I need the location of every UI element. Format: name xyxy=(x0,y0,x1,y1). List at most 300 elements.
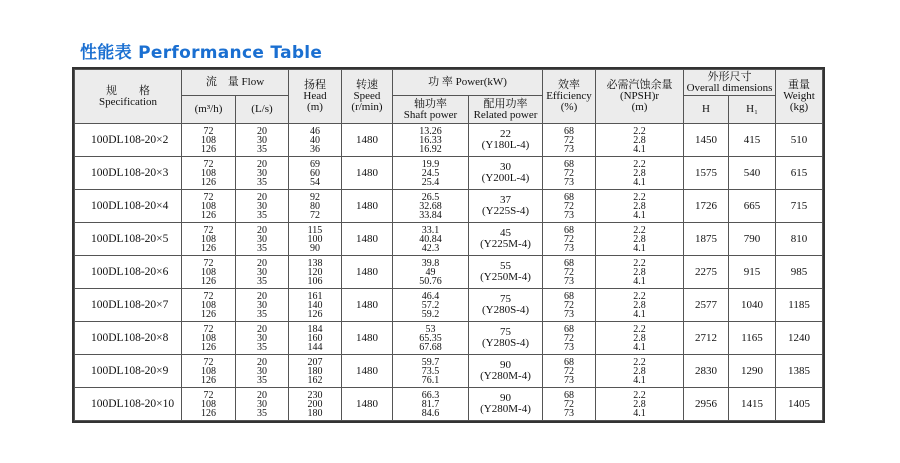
head-cell-value: 207 xyxy=(307,356,323,368)
related-power-value: (Y225M-4) xyxy=(480,238,531,250)
flow-m3h-cell-value: 72 xyxy=(203,125,214,137)
shaft-power-cell-value: 73.5 xyxy=(421,365,440,377)
head-cell xyxy=(289,322,342,355)
head-cell-value: 161 xyxy=(307,290,323,302)
header-head: 扬程 Head (m) xyxy=(289,70,342,124)
head-cell-value: 40 xyxy=(310,134,320,146)
shaft-power-cell-value: 67.68 xyxy=(419,341,442,353)
dim-h1-cell: 1040 xyxy=(729,289,776,322)
shaft-power-cell xyxy=(393,388,469,421)
shaft-power-cell-value: 24.5 xyxy=(421,167,440,179)
speed-cell: 1480 xyxy=(342,190,393,223)
header-dim-h: H xyxy=(684,96,729,124)
head-cell-value: 144 xyxy=(307,341,323,353)
spec-cell: 100DL108-20×7 xyxy=(75,289,182,322)
efficiency-cell-value: 68 xyxy=(564,191,575,203)
head-cell-value: 200 xyxy=(307,398,323,410)
flow-ls-cell-value: 20 xyxy=(257,191,267,203)
related-power-cell xyxy=(469,256,543,289)
flow-m3h-cell-value: 108 xyxy=(201,332,216,344)
flow-ls-cell-value: 35 xyxy=(257,242,267,254)
efficiency-cell-value: 72 xyxy=(564,200,575,212)
flow-ls-cell-value: 20 xyxy=(257,224,267,236)
efficiency-cell xyxy=(543,289,596,322)
related-power-value: (Y225S-4) xyxy=(481,205,530,217)
related-power-value: (Y280M-4) xyxy=(480,370,531,382)
flow-m3h-cell xyxy=(182,355,236,388)
shaft-power-cell-value: 81.7 xyxy=(421,398,440,410)
head-cell-value: 72 xyxy=(310,209,320,221)
flow-m3h-cell-value: 72 xyxy=(203,356,214,368)
shaft-power-cell-value: 13.26 xyxy=(419,125,442,137)
weight-cell: 715 xyxy=(776,190,823,223)
flow-ls-cell-value: 30 xyxy=(257,365,267,377)
related-power-value: (Y200L-4) xyxy=(481,172,530,184)
efficiency-cell-value: 73 xyxy=(564,374,575,386)
flow-m3h-cell xyxy=(182,124,236,157)
flow-ls-cell-value: 35 xyxy=(257,374,267,386)
flow-m3h-cell xyxy=(182,388,236,421)
shaft-power-cell xyxy=(393,190,469,223)
dim-h1-cell: 915 xyxy=(729,256,776,289)
flow-ls-cell-value: 20 xyxy=(257,356,267,368)
head-cell-value: 90 xyxy=(310,242,320,254)
dim-h1-cell: 1165 xyxy=(729,322,776,355)
npsh-cell-value: 2.2 xyxy=(633,323,646,335)
flow-m3h-cell-value: 72 xyxy=(203,389,214,401)
flow-m3h-cell-value: 72 xyxy=(203,191,214,203)
npsh-cell-value: 2.2 xyxy=(633,158,646,170)
shaft-power-cell-value: 50.76 xyxy=(419,275,442,287)
head-cell-value: 126 xyxy=(307,308,323,320)
flow-m3h-cell-value: 108 xyxy=(201,398,216,410)
efficiency-cell-value: 73 xyxy=(564,242,575,254)
npsh-cell-value: 2.8 xyxy=(633,332,646,344)
dim-h-cell: 2830 xyxy=(684,355,729,388)
efficiency-cell xyxy=(543,157,596,190)
header-dimensions: 外形尺寸 Overall dimensions xyxy=(684,70,776,96)
dim-h-cell: 1875 xyxy=(684,223,729,256)
shaft-power-cell-value: 59.7 xyxy=(421,356,440,368)
dim-h-cell: 2956 xyxy=(684,388,729,421)
table-row xyxy=(75,256,823,289)
flow-m3h-cell xyxy=(182,190,236,223)
related-power-value: 75 xyxy=(500,293,511,305)
related-power-cell xyxy=(469,124,543,157)
header-flow-ls: (L/s) xyxy=(236,96,289,124)
flow-ls-cell xyxy=(236,322,289,355)
efficiency-cell-value: 68 xyxy=(564,257,575,269)
flow-ls-cell-value: 30 xyxy=(257,233,267,245)
efficiency-cell-value: 72 xyxy=(564,398,575,410)
head-cell xyxy=(289,124,342,157)
flow-ls-cell-value: 20 xyxy=(257,125,267,137)
head-cell-value: 180 xyxy=(307,365,323,377)
head-cell-value: 46 xyxy=(310,125,320,137)
flow-ls-cell xyxy=(236,355,289,388)
header-power: 功 率 Power(kW) xyxy=(393,70,543,96)
npsh-cell-value: 4.1 xyxy=(633,308,646,320)
shaft-power-cell-value: 53 xyxy=(425,323,436,335)
shaft-power-cell-value: 40.84 xyxy=(419,233,442,245)
weight-cell: 510 xyxy=(776,124,823,157)
flow-ls-cell-value: 30 xyxy=(257,200,267,212)
shaft-power-cell-value: 49 xyxy=(425,266,436,278)
shaft-power-cell-value: 16.92 xyxy=(419,143,442,155)
efficiency-cell-value: 68 xyxy=(564,290,575,302)
efficiency-cell-value: 68 xyxy=(564,356,575,368)
dim-h-cell: 1726 xyxy=(684,190,729,223)
head-cell-value: 69 xyxy=(310,158,320,170)
efficiency-cell xyxy=(543,190,596,223)
efficiency-cell xyxy=(543,322,596,355)
weight-cell: 1240 xyxy=(776,322,823,355)
flow-ls-cell-value: 30 xyxy=(257,266,267,278)
head-cell xyxy=(289,157,342,190)
related-power-cell xyxy=(469,355,543,388)
efficiency-cell-value: 73 xyxy=(564,275,575,287)
flow-ls-cell-value: 35 xyxy=(257,341,267,353)
flow-m3h-cell-value: 126 xyxy=(201,341,216,353)
flow-m3h-cell-value: 72 xyxy=(203,290,214,302)
npsh-cell-value: 2.8 xyxy=(633,299,646,311)
dim-h1-cell: 665 xyxy=(729,190,776,223)
related-power-value: 55 xyxy=(500,260,511,272)
shaft-power-cell-value: 65.35 xyxy=(419,332,442,344)
efficiency-cell-value: 73 xyxy=(564,176,575,188)
dim-h-cell: 1575 xyxy=(684,157,729,190)
flow-m3h-cell-value: 126 xyxy=(201,242,216,254)
weight-cell: 615 xyxy=(776,157,823,190)
shaft-power-cell-value: 42.3 xyxy=(421,242,440,254)
head-cell-value: 160 xyxy=(307,332,323,344)
related-power-cell xyxy=(469,289,543,322)
head-cell-value: 60 xyxy=(310,167,320,179)
flow-m3h-cell-value: 108 xyxy=(201,266,216,278)
efficiency-cell-value: 68 xyxy=(564,125,575,137)
spec-cell: 100DL108-20×4 xyxy=(75,190,182,223)
flow-m3h-cell-value: 126 xyxy=(201,374,216,386)
spec-cell: 100DL108-20×9 xyxy=(75,355,182,388)
related-power-value: 37 xyxy=(500,194,511,206)
flow-m3h-cell-value: 72 xyxy=(203,323,214,335)
table-row xyxy=(75,322,823,355)
flow-ls-cell-value: 30 xyxy=(257,167,267,179)
speed-cell: 1480 xyxy=(342,355,393,388)
shaft-power-cell-value: 46.4 xyxy=(421,290,440,302)
table-row xyxy=(75,223,823,256)
table-row xyxy=(75,289,823,322)
dim-h1-cell: 1290 xyxy=(729,355,776,388)
related-power-value: (Y280S-4) xyxy=(481,304,530,316)
related-power-value: (Y280M-4) xyxy=(480,403,531,415)
npsh-cell-value: 2.8 xyxy=(633,167,646,179)
weight-cell: 985 xyxy=(776,256,823,289)
flow-ls-cell-value: 35 xyxy=(257,275,267,287)
efficiency-cell xyxy=(543,388,596,421)
header-efficiency: 效率 Efficiency (%) xyxy=(543,70,596,124)
efficiency-cell-value: 68 xyxy=(564,158,575,170)
efficiency-cell xyxy=(543,223,596,256)
related-power-value: 75 xyxy=(500,326,511,338)
head-cell xyxy=(289,256,342,289)
dim-h-cell: 1450 xyxy=(684,124,729,157)
npsh-cell-value: 2.2 xyxy=(633,125,646,137)
head-cell-value: 230 xyxy=(307,389,323,401)
table-row xyxy=(75,355,823,388)
flow-m3h-cell-value: 126 xyxy=(201,209,216,221)
related-power-cell xyxy=(469,157,543,190)
weight-cell: 810 xyxy=(776,223,823,256)
head-cell-value: 92 xyxy=(310,191,320,203)
speed-cell: 1480 xyxy=(342,388,393,421)
efficiency-cell xyxy=(543,256,596,289)
flow-m3h-cell-value: 108 xyxy=(201,233,216,245)
efficiency-cell-value: 73 xyxy=(564,407,575,419)
efficiency-cell-value: 73 xyxy=(564,308,575,320)
header-dim-h1: H₁ xyxy=(729,96,776,124)
npsh-cell-value: 4.1 xyxy=(633,275,646,287)
speed-cell: 1480 xyxy=(342,223,393,256)
head-cell-value: 162 xyxy=(307,374,323,386)
head-cell xyxy=(289,289,342,322)
flow-ls-cell-value: 35 xyxy=(257,407,267,419)
weight-cell: 1405 xyxy=(776,388,823,421)
efficiency-cell-value: 73 xyxy=(564,209,575,221)
flow-m3h-cell-value: 126 xyxy=(201,308,216,320)
table-row xyxy=(75,157,823,190)
head-cell-value: 120 xyxy=(307,266,323,278)
flow-m3h-cell-value: 126 xyxy=(201,143,216,155)
npsh-cell-value: 4.1 xyxy=(633,209,646,221)
dim-h1-cell: 415 xyxy=(729,124,776,157)
npsh-cell-value: 2.2 xyxy=(633,191,646,203)
related-power-value: 22 xyxy=(500,128,511,140)
npsh-cell xyxy=(596,388,684,421)
npsh-cell-value: 4.1 xyxy=(633,407,646,419)
head-cell xyxy=(289,355,342,388)
header-flow-m3h: (m³/h) xyxy=(182,96,236,124)
flow-ls-cell xyxy=(236,124,289,157)
head-cell-value: 184 xyxy=(307,323,323,335)
flow-ls-cell xyxy=(236,388,289,421)
head-cell-value: 80 xyxy=(310,200,320,212)
efficiency-cell xyxy=(543,355,596,388)
npsh-cell-value: 2.8 xyxy=(633,266,646,278)
performance-table xyxy=(74,69,823,421)
shaft-power-cell-value: 84.6 xyxy=(421,407,440,419)
shaft-power-cell xyxy=(393,256,469,289)
npsh-cell xyxy=(596,322,684,355)
dim-h1-cell: 790 xyxy=(729,223,776,256)
flow-ls-cell xyxy=(236,157,289,190)
header-speed: 转速 Speed (r/min) xyxy=(342,70,393,124)
efficiency-cell-value: 72 xyxy=(564,167,575,179)
shaft-power-cell-value: 33.84 xyxy=(419,209,442,221)
flow-m3h-cell xyxy=(182,289,236,322)
head-cell xyxy=(289,223,342,256)
shaft-power-cell xyxy=(393,124,469,157)
flow-ls-cell-value: 20 xyxy=(257,290,267,302)
npsh-cell xyxy=(596,157,684,190)
flow-ls-cell-value: 30 xyxy=(257,299,267,311)
flow-ls-cell-value: 30 xyxy=(257,332,267,344)
npsh-cell-value: 2.2 xyxy=(633,257,646,269)
npsh-cell-value: 2.8 xyxy=(633,233,646,245)
head-cell-value: 138 xyxy=(307,257,323,269)
flow-ls-cell-value: 35 xyxy=(257,143,267,155)
speed-cell: 1480 xyxy=(342,256,393,289)
table-row xyxy=(75,190,823,223)
flow-m3h-cell xyxy=(182,256,236,289)
related-power-cell xyxy=(469,223,543,256)
spec-cell: 100DL108-20×5 xyxy=(75,223,182,256)
spec-cell: 100DL108-20×6 xyxy=(75,256,182,289)
shaft-power-cell-value: 16.33 xyxy=(419,134,442,146)
efficiency-cell-value: 72 xyxy=(564,266,575,278)
npsh-cell-value: 2.8 xyxy=(633,365,646,377)
speed-cell: 1480 xyxy=(342,322,393,355)
flow-ls-cell xyxy=(236,256,289,289)
head-cell xyxy=(289,190,342,223)
flow-ls-cell-value: 20 xyxy=(257,389,267,401)
shaft-power-cell-value: 57.2 xyxy=(421,299,440,311)
shaft-power-cell-value: 59.2 xyxy=(421,308,440,320)
related-power-value: (Y250M-4) xyxy=(480,271,531,283)
head-cell-value: 140 xyxy=(307,299,323,311)
flow-m3h-cell-value: 72 xyxy=(203,158,214,170)
spec-cell: 100DL108-20×8 xyxy=(75,322,182,355)
related-power-cell xyxy=(469,388,543,421)
flow-m3h-cell-value: 108 xyxy=(201,167,216,179)
npsh-cell xyxy=(596,223,684,256)
related-power-value: 45 xyxy=(500,227,511,239)
related-power-value: (Y280S-4) xyxy=(481,337,530,349)
dim-h-cell: 2712 xyxy=(684,322,729,355)
header-related-power: 配用功率 Related power xyxy=(469,96,543,124)
npsh-cell-value: 2.2 xyxy=(633,290,646,302)
npsh-cell xyxy=(596,289,684,322)
head-cell xyxy=(289,388,342,421)
flow-ls-cell-value: 35 xyxy=(257,176,267,188)
efficiency-cell-value: 72 xyxy=(564,299,575,311)
head-cell-value: 180 xyxy=(307,407,323,419)
npsh-cell-value: 2.2 xyxy=(633,389,646,401)
npsh-cell-value: 2.2 xyxy=(633,224,646,236)
flow-m3h-cell xyxy=(182,223,236,256)
shaft-power-cell xyxy=(393,322,469,355)
efficiency-cell-value: 73 xyxy=(564,143,575,155)
npsh-cell xyxy=(596,355,684,388)
head-cell-value: 54 xyxy=(310,176,320,188)
related-power-cell xyxy=(469,322,543,355)
header-shaft-power: 轴功率 Shaft power xyxy=(393,96,469,124)
npsh-cell-value: 4.1 xyxy=(633,176,646,188)
related-power-value: 90 xyxy=(500,359,511,371)
related-power-value: (Y180L-4) xyxy=(481,139,530,151)
shaft-power-cell-value: 66.3 xyxy=(421,389,440,401)
flow-m3h-cell-value: 108 xyxy=(201,134,216,146)
npsh-cell xyxy=(596,256,684,289)
shaft-power-cell xyxy=(393,157,469,190)
flow-ls-cell-value: 35 xyxy=(257,308,267,320)
efficiency-cell xyxy=(543,124,596,157)
efficiency-cell-value: 72 xyxy=(564,365,575,377)
shaft-power-cell-value: 25.4 xyxy=(421,176,440,188)
flow-m3h-cell-value: 72 xyxy=(203,224,214,236)
shaft-power-cell-value: 19.9 xyxy=(421,158,440,170)
shaft-power-cell-value: 32.68 xyxy=(419,200,442,212)
npsh-cell-value: 4.1 xyxy=(633,341,646,353)
dim-h1-cell: 540 xyxy=(729,157,776,190)
shaft-power-cell-value: 76.1 xyxy=(421,374,440,386)
efficiency-cell-value: 72 xyxy=(564,332,575,344)
shaft-power-cell xyxy=(393,289,469,322)
flow-ls-cell xyxy=(236,190,289,223)
spec-cell: 100DL108-20×10 xyxy=(75,388,182,421)
table-row xyxy=(75,124,823,157)
head-cell-value: 100 xyxy=(307,233,323,245)
efficiency-cell-value: 72 xyxy=(564,233,575,245)
related-power-value: 90 xyxy=(500,392,511,404)
shaft-power-cell-value: 33.1 xyxy=(421,224,440,236)
flow-ls-cell-value: 35 xyxy=(257,209,267,221)
efficiency-cell-value: 73 xyxy=(564,341,575,353)
shaft-power-cell xyxy=(393,223,469,256)
npsh-cell-value: 2.8 xyxy=(633,398,646,410)
dim-h-cell: 2275 xyxy=(684,256,729,289)
dim-h1-cell: 1415 xyxy=(729,388,776,421)
flow-m3h-cell-value: 72 xyxy=(203,257,214,269)
flow-ls-cell-value: 20 xyxy=(257,257,267,269)
head-cell-value: 36 xyxy=(310,143,320,155)
head-cell-value: 115 xyxy=(307,224,323,236)
shaft-power-cell xyxy=(393,355,469,388)
speed-cell: 1480 xyxy=(342,157,393,190)
flow-ls-cell xyxy=(236,289,289,322)
flow-m3h-cell-value: 108 xyxy=(201,299,216,311)
header-spec: 规 格 Specification xyxy=(75,70,182,124)
npsh-cell xyxy=(596,124,684,157)
flow-m3h-cell-value: 108 xyxy=(201,365,216,377)
weight-cell: 1385 xyxy=(776,355,823,388)
flow-m3h-cell xyxy=(182,157,236,190)
header-npsh: 必需汽蚀余量 (NPSH)r (m) xyxy=(596,70,684,124)
flow-ls-cell-value: 20 xyxy=(257,158,267,170)
weight-cell: 1185 xyxy=(776,289,823,322)
flow-ls-cell xyxy=(236,223,289,256)
npsh-cell-value: 4.1 xyxy=(633,242,646,254)
dim-h-cell: 2577 xyxy=(684,289,729,322)
npsh-cell-value: 4.1 xyxy=(633,374,646,386)
flow-m3h-cell-value: 126 xyxy=(201,176,216,188)
shaft-power-cell-value: 39.8 xyxy=(421,257,440,269)
speed-cell: 1480 xyxy=(342,124,393,157)
flow-m3h-cell-value: 126 xyxy=(201,275,216,287)
spec-cell: 100DL108-20×2 xyxy=(75,124,182,157)
npsh-cell xyxy=(596,190,684,223)
related-power-value: 30 xyxy=(500,161,511,173)
flow-m3h-cell xyxy=(182,322,236,355)
header-weight: 重量 Weight (kg) xyxy=(776,70,823,124)
head-cell-value: 106 xyxy=(307,275,323,287)
npsh-cell-value: 2.8 xyxy=(633,200,646,212)
related-power-cell xyxy=(469,190,543,223)
flow-ls-cell-value: 30 xyxy=(257,398,267,410)
npsh-cell-value: 2.8 xyxy=(633,134,646,146)
flow-ls-cell-value: 20 xyxy=(257,323,267,335)
header-flow: 流 量 Flow xyxy=(182,70,289,96)
